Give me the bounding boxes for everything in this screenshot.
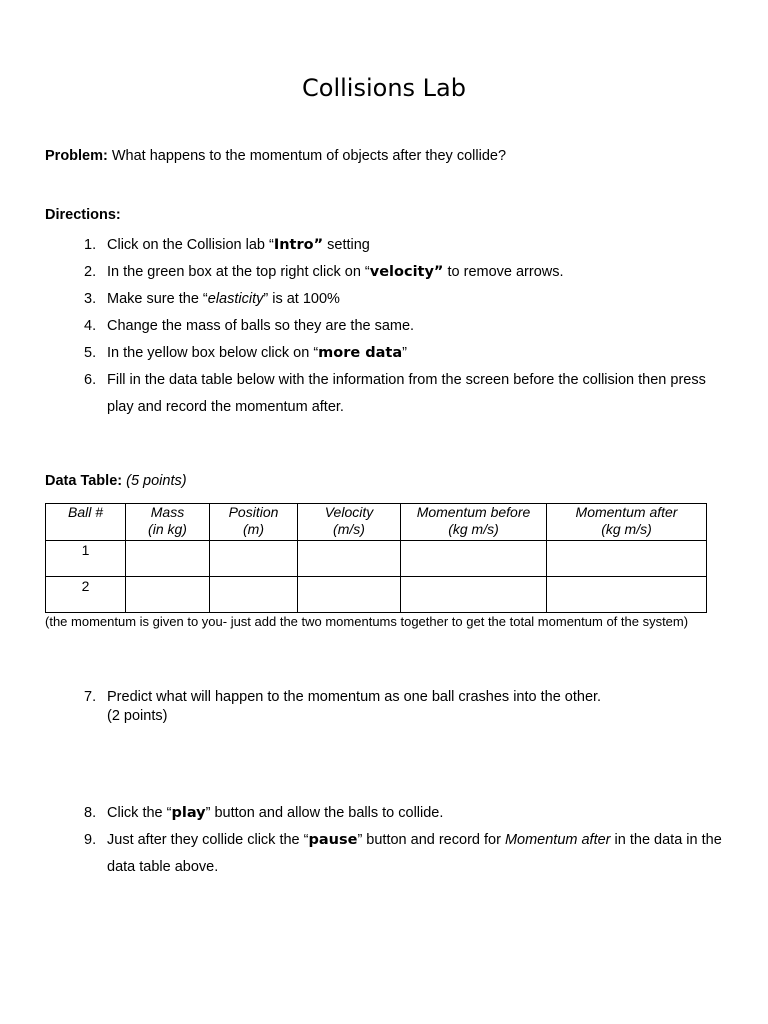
- item-text: ” is at 100%: [263, 291, 340, 307]
- header-mass: Mass (in kg): [126, 504, 210, 541]
- item-number: 8.: [84, 805, 97, 821]
- play-label: play: [171, 805, 206, 821]
- velocity-label: velocity”: [369, 264, 444, 280]
- header-momentum-after: Momentum after (kg m/s): [547, 504, 707, 541]
- item-text: Fill in the data table below with the information from the screen before the collision then press play and record the momentum after.: [107, 372, 706, 415]
- question-item: [0, 688, 727, 726]
- momentum-after-ref: Momentum after: [504, 832, 611, 848]
- question-points: (2 points): [107, 708, 168, 724]
- header-velocity: Velocity (m/s): [298, 504, 401, 541]
- header-position: Position (m): [210, 504, 298, 541]
- header-ball-number: Ball #: [46, 504, 126, 541]
- table-row: [46, 577, 707, 613]
- problem-text: What happens to the momentum of objects after they collide?: [107, 148, 507, 164]
- mass-cell[interactable]: [126, 541, 210, 577]
- item-text: In the green box at the top right click on “: [107, 264, 370, 280]
- item-text: Change the mass of balls so they are the same.: [107, 318, 415, 334]
- item-number: 1.: [84, 237, 97, 253]
- header-momentum-before: Momentum before (kg m/s): [401, 504, 547, 541]
- direction-item: [0, 340, 727, 367]
- item-text: Click on the Collision lab “: [107, 237, 274, 253]
- direction-item: [0, 313, 727, 340]
- item-number: 2.: [84, 264, 97, 280]
- velocity-cell[interactable]: [298, 577, 401, 613]
- table-note: (the momentum is given to you- just add the two momentums together to get the total momentum of the system): [45, 614, 689, 629]
- momentum-before-cell[interactable]: [401, 577, 547, 613]
- item-number: 3.: [84, 291, 97, 307]
- ball-number-cell: 1: [46, 541, 126, 577]
- item-number: 7.: [84, 689, 97, 705]
- data-table-label: Data Table:: [45, 473, 123, 489]
- momentum-before-cell[interactable]: [401, 541, 547, 577]
- page-title: Collisions Lab: [302, 74, 466, 102]
- data-table: [45, 503, 707, 613]
- problem-statement: [45, 148, 506, 164]
- item-number: 4.: [84, 318, 97, 334]
- direction-item: [0, 367, 727, 421]
- item-number: 5.: [84, 345, 97, 361]
- prediction-question: [0, 688, 727, 726]
- table-row: [46, 541, 707, 577]
- data-table-points: (5 points): [122, 473, 187, 489]
- momentum-after-cell[interactable]: [547, 541, 707, 577]
- data-table-heading: [45, 473, 187, 489]
- directions-label: Directions:: [45, 207, 121, 223]
- velocity-cell[interactable]: [298, 541, 401, 577]
- pause-label: pause: [308, 832, 358, 848]
- elasticity-label: elasticity: [207, 291, 264, 307]
- problem-label: Problem:: [45, 148, 108, 164]
- item-text: Make sure the “: [107, 291, 208, 307]
- direction-item: [0, 286, 727, 313]
- momentum-after-cell[interactable]: [547, 577, 707, 613]
- item-text: to remove arrows.: [443, 264, 564, 280]
- step-item: [0, 800, 727, 827]
- table-header-row: [46, 504, 707, 541]
- item-text: In the yellow box below click on “: [107, 345, 319, 361]
- step-item: [0, 827, 727, 881]
- item-number: 6.: [84, 372, 97, 388]
- direction-item: [0, 232, 727, 259]
- item-text: ” button and record for: [357, 832, 505, 848]
- item-text: Just after they collide click the “: [107, 832, 309, 848]
- item-text: setting: [323, 237, 370, 253]
- question-text: Predict what will happen to the momentum as one ball crashes into the other.: [107, 689, 602, 705]
- item-number: 9.: [84, 832, 97, 848]
- mass-cell[interactable]: [126, 577, 210, 613]
- directions-list: [0, 232, 727, 421]
- more-data-label: more data: [318, 345, 403, 361]
- play-steps-list: [0, 800, 727, 881]
- ball-number-cell: 2: [46, 577, 126, 613]
- item-text: ”: [402, 345, 407, 361]
- item-text: Click the “: [107, 805, 172, 821]
- intro-setting-label: Intro”: [273, 237, 324, 253]
- position-cell[interactable]: [210, 577, 298, 613]
- item-text: ” button and allow the balls to collide.: [205, 805, 444, 821]
- position-cell[interactable]: [210, 541, 298, 577]
- item-text: in the data in the data table above.: [107, 832, 722, 875]
- direction-item: [0, 259, 727, 286]
